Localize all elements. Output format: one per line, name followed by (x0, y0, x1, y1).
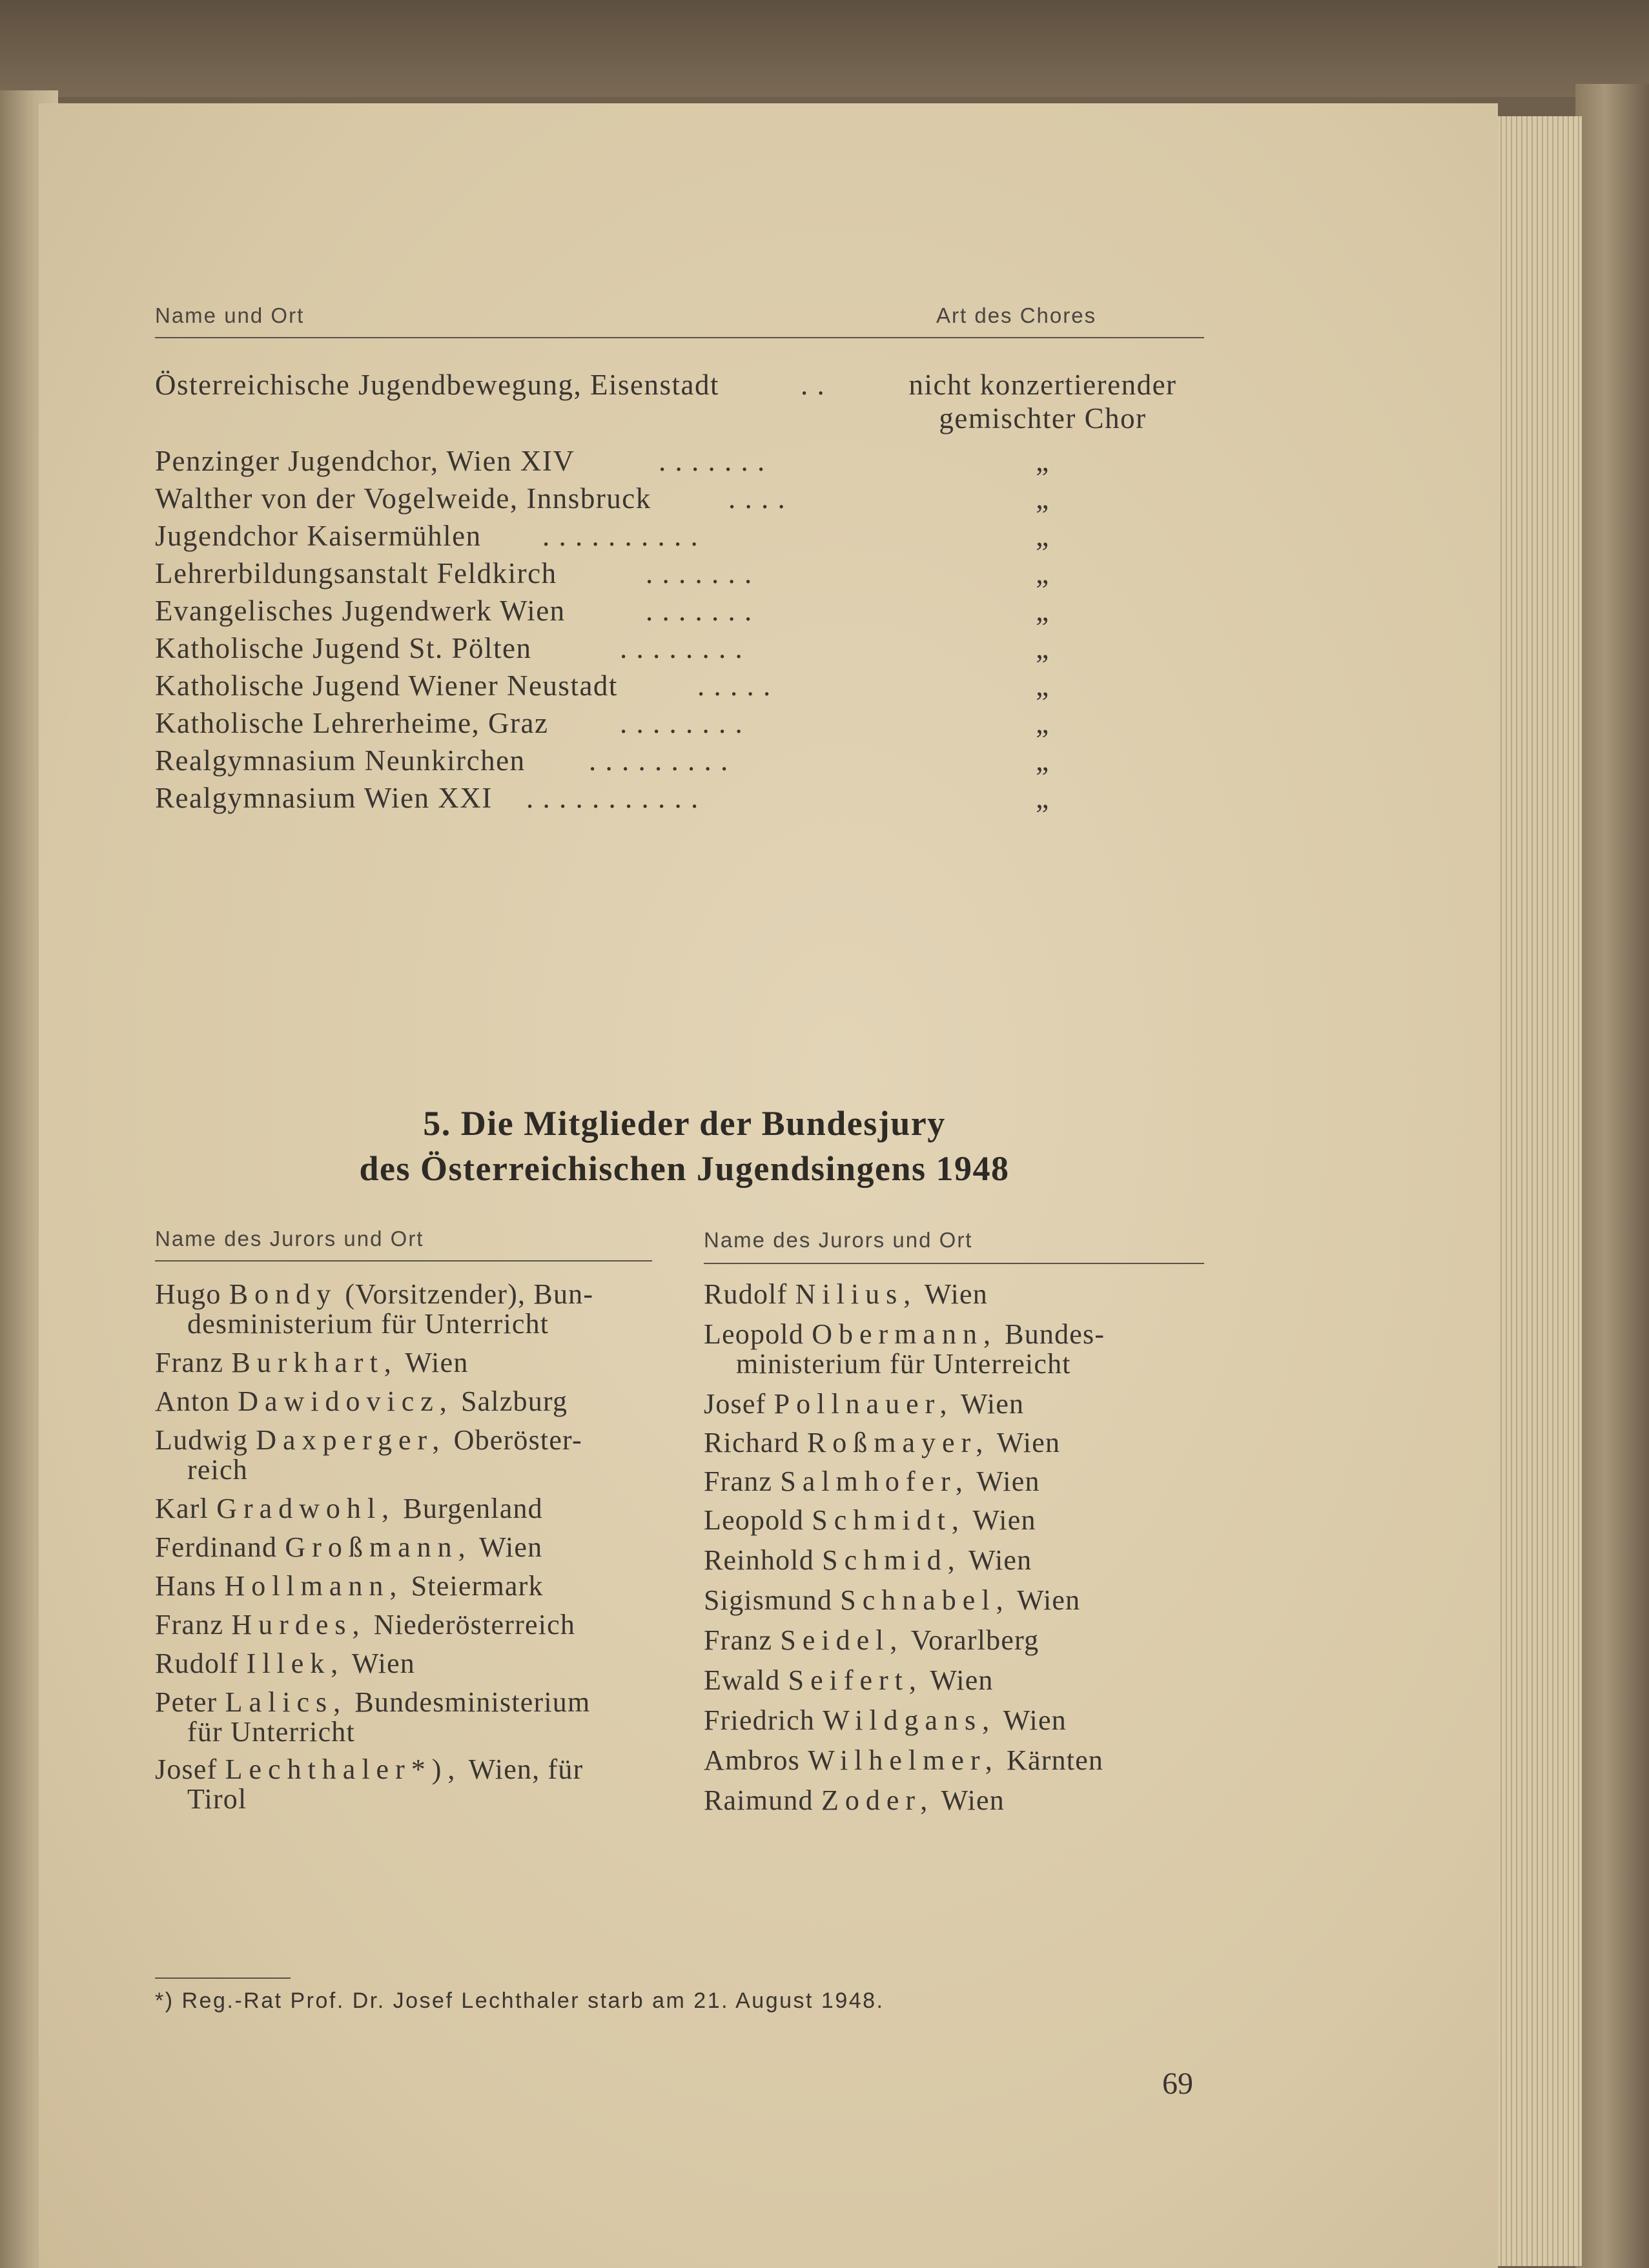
juror-affiliation: Wien (968, 1544, 1032, 1576)
jury-header-left: Name des Jurors und Ort (155, 1227, 424, 1251)
dot-leader: . . . . (728, 482, 786, 515)
juror-affiliation: Wien (351, 1648, 416, 1679)
juror-first-name: Ludwig (155, 1424, 249, 1456)
juror-entry (704, 1280, 1207, 1309)
juror-first-name: Raimund (704, 1784, 814, 1816)
juror-first-name: Friedrich (704, 1704, 815, 1736)
juror-entry (155, 1425, 659, 1485)
juror-surname: Salmhofer, (780, 1466, 969, 1497)
juror-surname: Bondy (229, 1278, 338, 1310)
juror-first-name: Josef (155, 1753, 218, 1785)
jury-header-right: Name des Jurors und Ort (704, 1228, 973, 1252)
juror-entry (704, 1706, 1207, 1735)
juror-first-name: Leopold (704, 1504, 804, 1536)
choir-name: Realgymnasium Neunkirchen (155, 744, 526, 777)
dot-leader: . . . . . . . . . (589, 744, 729, 777)
juror-affiliation-continued: desministerium für Unterricht (187, 1308, 549, 1340)
juror-entry (704, 1626, 1207, 1655)
juror-surname: Burkhart, (231, 1347, 398, 1378)
juror-affiliation-continued: Tirol (187, 1783, 247, 1815)
juror-affiliation: Wien (1016, 1584, 1081, 1616)
juror-first-name: Peter (155, 1686, 218, 1718)
book-cover-right (1575, 84, 1649, 2268)
juror-first-name: Hugo (155, 1278, 221, 1310)
choir-row (155, 631, 1214, 669)
juror-surname: Hurdes, (231, 1609, 366, 1640)
juror-affiliation-continued: reich (187, 1454, 248, 1486)
footnote-rule (155, 1977, 291, 1979)
juror-surname: Schmid, (822, 1544, 961, 1576)
juror-entry (704, 1586, 1207, 1615)
juror-surname: Lalics, (225, 1686, 347, 1718)
juror-first-name: Sigismund (704, 1584, 833, 1616)
juror-surname: Zoder, (821, 1784, 934, 1816)
choir-name: Penzinger Jugendchor, Wien XIV (155, 445, 575, 477)
juror-affiliation: Wien (1003, 1704, 1067, 1736)
dot-leader: . . . . . . . . (620, 707, 744, 739)
juror-affiliation: Salzburg (461, 1385, 568, 1417)
juror-surname: Gradwohl, (216, 1493, 396, 1524)
juror-surname: Wildgans, (823, 1704, 996, 1736)
choir-row (155, 482, 1214, 519)
choir-row (155, 368, 1214, 434)
choir-type-ditto: „ (1036, 520, 1050, 552)
choir-type-ditto: „ (1036, 595, 1050, 627)
juror-entry (704, 1428, 1207, 1458)
dot-leader: . . . . . . . . . . (542, 520, 699, 552)
juror-affiliation-continued: ministerium für Unterreicht (736, 1348, 1071, 1380)
juror-entry (704, 1506, 1207, 1535)
juror-affiliation: Wien (996, 1427, 1061, 1458)
juror-first-name: Hans (155, 1570, 217, 1602)
juror-first-name: Reinhold (704, 1544, 814, 1576)
juror-surname: Seifert, (788, 1664, 923, 1696)
juror-surname: Seidel, (780, 1624, 904, 1656)
choir-row (155, 669, 1214, 706)
dot-leader: . . . . . (697, 669, 772, 702)
book-page (39, 103, 1498, 2268)
juror-surname: Lechthaler*), (225, 1753, 462, 1785)
juror-surname: Pollnauer, (773, 1388, 954, 1420)
juror-entry (704, 1666, 1207, 1695)
juror-affiliation: Wien, für (468, 1753, 584, 1785)
jury-header-rule-left (155, 1260, 652, 1262)
choir-type-ditto: „ (1036, 782, 1050, 814)
juror-affiliation: Wien (941, 1784, 1005, 1816)
juror-surname: Illek, (246, 1648, 345, 1679)
juror-entry (155, 1533, 659, 1562)
juror-affiliation: Burgenland (403, 1493, 543, 1524)
choir-row (155, 519, 1214, 557)
juror-affiliation: Vorarlberg (910, 1624, 1040, 1656)
juror-entry (155, 1688, 659, 1747)
dot-leader: . . . . . . . . . . . (526, 782, 699, 814)
juror-first-name: Franz (704, 1466, 773, 1497)
juror-entry (704, 1746, 1207, 1775)
page-block-edges (1491, 116, 1582, 2266)
juror-surname: Großmann, (285, 1531, 472, 1563)
choir-row (155, 557, 1214, 594)
juror-affiliation: Wien (960, 1388, 1025, 1420)
choir-row (155, 744, 1214, 781)
choir-row (155, 706, 1214, 744)
section-title-line1: 5. Die Mitglieder der Bundesjury (423, 1104, 946, 1143)
juror-entry (155, 1387, 659, 1416)
choir-name: Realgymnasium Wien XXI (155, 782, 493, 814)
choir-row (155, 594, 1214, 631)
juror-entry (704, 1546, 1207, 1575)
juror-first-name: Franz (155, 1609, 224, 1640)
dot-leader: . . . . . . . (646, 557, 753, 589)
juror-affiliation: (Vorsitzender), Bun- (345, 1278, 594, 1310)
page-content (155, 103, 1278, 2268)
footnote: *) Reg.-Rat Prof. Dr. Josef Lechthaler starb am 21. August 1948. (155, 1988, 885, 2013)
juror-affiliation: Niederösterreich (373, 1609, 576, 1640)
juror-first-name: Karl (155, 1493, 209, 1524)
juror-surname: Nilius, (795, 1278, 917, 1310)
juror-entry (155, 1494, 659, 1524)
choir-name: Lehrerbildungsanstalt Feldkirch (155, 557, 557, 589)
section-title-line2: des Österreichischen Jugendsingens 1948 (359, 1149, 1010, 1188)
juror-first-name: Rudolf (704, 1278, 788, 1310)
dot-leader: . . (801, 369, 826, 401)
juror-surname: Schmidt, (812, 1504, 965, 1536)
juror-affiliation: Wien (924, 1278, 988, 1310)
choir-type-ditto: „ (1036, 557, 1050, 589)
choir-type: nicht konzertierender gemischter Chor (908, 369, 1177, 434)
juror-affiliation: Steiermark (411, 1570, 544, 1602)
choir-name: Evangelisches Jugendwerk Wien (155, 595, 566, 627)
choir-type-ditto: „ (1036, 669, 1050, 702)
juror-surname: Wilhelmer, (808, 1744, 999, 1776)
juror-first-name: Franz (155, 1347, 224, 1378)
juror-entry (155, 1280, 659, 1339)
choir-type-ditto: „ (1036, 744, 1050, 777)
juror-first-name: Josef (704, 1388, 766, 1420)
juror-surname: Roßmayer, (806, 1427, 990, 1458)
juror-first-name: Ewald (704, 1664, 781, 1696)
juror-entry (155, 1571, 659, 1601)
juror-affiliation: Wien (930, 1664, 994, 1696)
juror-affiliation: Wien (405, 1347, 469, 1378)
juror-affiliation: Bundes- (1005, 1318, 1105, 1350)
dot-leader: . . . . . . . . (620, 632, 744, 664)
juror-first-name: Ambros (704, 1744, 800, 1776)
choir-name: Katholische Jugend St. Pölten (155, 632, 532, 664)
dot-leader: . . . . . . . (646, 595, 753, 627)
juror-entry (155, 1610, 659, 1640)
juror-first-name: Ferdinand (155, 1531, 278, 1563)
header-rule (155, 337, 1204, 338)
choir-name: Österreichische Jugendbewegung, Eisenstadt (155, 369, 720, 401)
juror-affiliation-continued: für Unterricht (187, 1716, 355, 1748)
choir-name: Walther von der Vogelweide, Innsbruck (155, 482, 651, 515)
column-header-type: Art des Chores (936, 303, 1097, 327)
juror-entry (704, 1389, 1207, 1419)
choir-type-ditto: „ (1036, 632, 1050, 664)
juror-affiliation: Oberöster- (453, 1424, 582, 1456)
juror-entry (704, 1786, 1207, 1815)
juror-entry (155, 1649, 659, 1679)
juror-surname: Schnabel, (840, 1584, 1010, 1616)
juror-first-name: Rudolf (155, 1648, 239, 1679)
choir-name: Katholische Lehrerheime, Graz (155, 707, 549, 739)
juror-surname: Hollmann, (224, 1570, 404, 1602)
dot-leader: . . . . . . . (659, 445, 766, 477)
choir-name: Katholische Jugend Wiener Neustadt (155, 669, 618, 702)
page-number: 69 (1162, 2067, 1193, 2101)
juror-surname: Obermann, (812, 1318, 997, 1350)
juror-first-name: Franz (704, 1624, 773, 1656)
choir-type-ditto: „ (1036, 445, 1050, 477)
choir-row (155, 781, 1214, 819)
juror-first-name: Richard (704, 1427, 799, 1458)
juror-entry (704, 1320, 1207, 1379)
juror-affiliation: Wien (479, 1531, 543, 1563)
juror-affiliation: Wien (972, 1504, 1036, 1536)
juror-first-name: Anton (155, 1385, 230, 1417)
column-header-name: Name und Ort (155, 303, 305, 327)
juror-entry (704, 1467, 1207, 1497)
choir-type-ditto: „ (1036, 482, 1050, 515)
jury-header-rule-right (704, 1263, 1204, 1264)
juror-surname: Daxperger, (256, 1424, 446, 1456)
juror-affiliation: Wien (976, 1466, 1040, 1497)
choir-row (155, 444, 1214, 482)
juror-entry (155, 1348, 659, 1378)
juror-first-name: Leopold (704, 1318, 804, 1350)
juror-affiliation: Bundesministerium (354, 1686, 591, 1718)
juror-affiliation: Kärnten (1007, 1744, 1104, 1776)
choir-type-ditto: „ (1036, 707, 1050, 739)
juror-surname: Dawidovicz, (238, 1385, 453, 1417)
juror-entry (155, 1755, 659, 1814)
book-cover-top (0, 0, 1649, 97)
choir-name: Jugendchor Kaisermühlen (155, 520, 482, 552)
